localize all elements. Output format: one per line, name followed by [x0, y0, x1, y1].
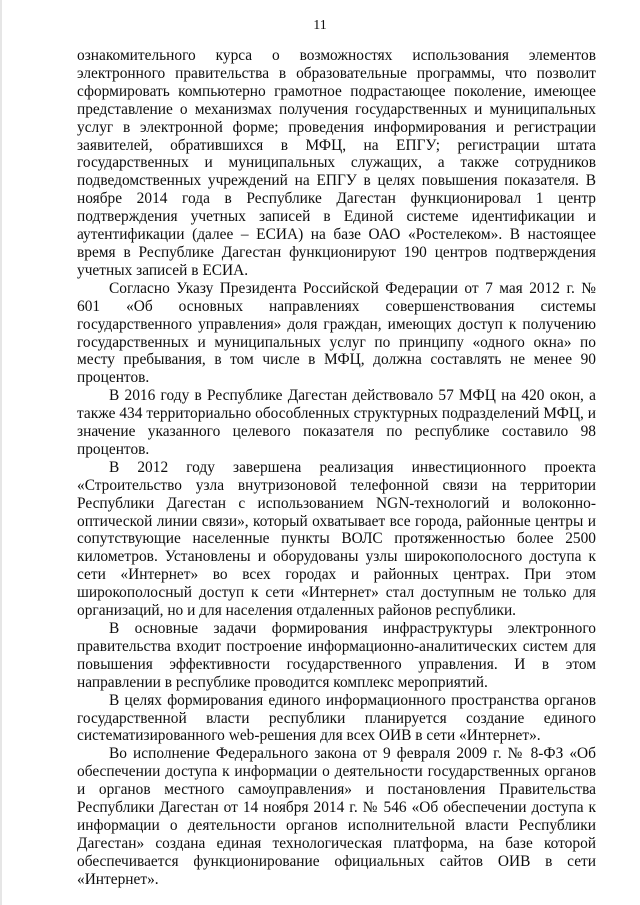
paragraph-decree-601: Согласно Указу Президента Российской Федерации от 7 мая 2012 г. № 601 «Об основных направлениях совершенствования системы государственного управления» доля граждан, имеющих доступ к получению государственных и муниципальных услуг по принципу «одного окна» по месту пребывания, в том числе в МФЦ, должна составлять не менее 90 процентов. — [77, 279, 596, 387]
paragraph-infrastructure-tasks: В основные задачи формирования инфраструктуры электронного правительства входит построение информационно-аналитических систем для повышения эффективности государственного управления. И в этом направлении в республике проводится комплекс мероприятий. — [77, 620, 596, 691]
paragraph-continuation: ознакомительного курса о возможностях использования элементов электронного правительства в образовательные программы, что позволит сформировать компьютерно грамотное подрастающее поколение, имеющее представление о механизмах получения государственных и муниципальных услуг в электронной форме; проведения информирования и регистрации заявителей, обратившихся в МФЦ, на ЕПГУ; регистрации штата государственных и муниципальных служащих, а также сотрудников подведомственных учреждений на ЕПГУ в целях повышения показателя. В ноябре 2014 года в Республике Дагестан функционировал 1 центр подтверждения учетных записей в Единой системе идентификации и аутентификации (далее – ЕСИА) на базе ОАО «Ростелеком». В настоящее время в Республике Дагестан функционируют 190 центров подтверждения учетных записей в ЕСИА. — [77, 47, 596, 279]
paragraph-mfc-2016: В 2016 году в Республике Дагестан действовало 57 МФЦ на 420 окон, а также 434 территориально обособленных структурных подразделений МФЦ, и значение указанного целевого показателя по республике составило 98 процентов. — [77, 387, 596, 458]
paragraph-ngn-project: В 2012 году завершена реализация инвестиционного проекта «Строительство узла внутризоновой телефонной связи на территории Республики Дагестан с использованием NGN-технологий и волоконно-оптической линии связи», который охватывает все города, районные центры и сопутствующие населенные пункты ВОЛС протяженностью более 2500 километров. Установлены и оборудованы узлы широкополосного доступа к сети «Интернет» во всех городах и районных центрах. При этом широкополосный доступ к сети «Интернет» стал доступным не только для организаций, но и для населения отдаленных районов республики. — [77, 458, 596, 620]
scan-edge — [0, 0, 2, 905]
document-body — [77, 47, 596, 889]
page-number: 11 — [313, 18, 327, 33]
paragraph-federal-law-8fz: Во исполнение Федерального закона от 9 февраля 2009 г. № 8-ФЗ «Об обеспечении доступа к информации о деятельности государственных органов и органов местного самоуправления» и постановления Правительства Республики Дагестан от 14 ноября 2014 г. № 546 «Об обеспечении доступа к информации о деятельности органов исполнительной власти Республики Дагестан» создана единая технологическая платформа, на базе которой обеспечивается функционирование официальных сайтов ОИВ в сети «Интернет». — [77, 745, 596, 888]
paragraph-web-solution: В целях формирования единого информационного пространства органов государственной власти республики планируется создание единого систематизированного web-решения для всех ОИВ в сети «Интернет». — [77, 691, 596, 745]
